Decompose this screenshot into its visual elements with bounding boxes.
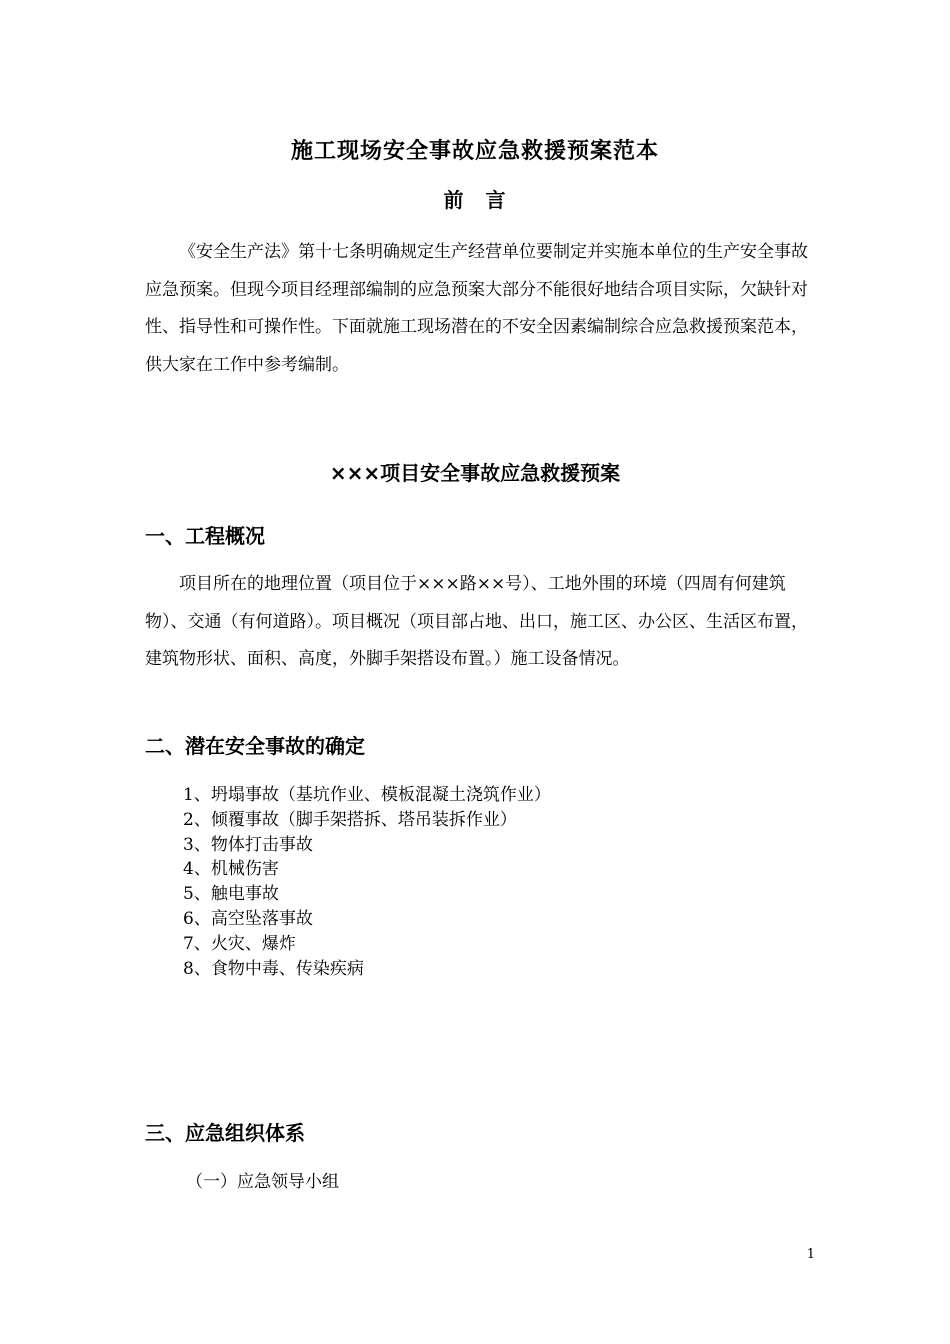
subsection-heading-leadership-group: （一）应急领导小组 — [186, 1172, 339, 1192]
list-item: 2、倾覆事故（脚手架搭拆、塔吊装拆作业） — [183, 809, 517, 830]
section-heading-emergency-organization: 三、应急组织体系 — [145, 1121, 305, 1145]
plan-title: ×××项目安全事故应急救援预案 — [329, 461, 621, 485]
hazard-list — [183, 783, 551, 981]
section-heading-potential-accidents: 二、潜在安全事故的确定 — [145, 734, 365, 758]
project-overview-paragraph: 项目所在的地理位置（项目位于×××路××号）、工地外围的环境（四周有何建筑物）、交通（有何道路）。项目概况（项目部占地、出口，施工区、办公区、生活区布置，建筑物形状、面积、高度，外脚手架搭设布置。）施工设备情况。 — [145, 574, 808, 669]
list-item: 4、机械伤害 — [183, 859, 279, 880]
section-heading-project-overview: 一、工程概况 — [145, 524, 265, 548]
document-title: 施工现场安全事故应急救援预案范本 — [290, 139, 659, 164]
list-item: 3、物体打击事故 — [183, 834, 313, 855]
preface-heading: 前 言 — [443, 188, 507, 212]
page-number: 1 — [806, 1247, 815, 1262]
preface-paragraph: 《安全生产法》第十七条明确规定生产经营单位要制定并实施本单位的生产安全事故应急预案。但现今项目经理部编制的应急预案大部分不能很好地结合项目实际，欠缺针对性、指导性和可操作性。下面就施工现场潜在的不安全因素编制综合应急救援预案范本，供大家在工作中参考编制。 — [145, 242, 808, 375]
list-item: 6、高空坠落事故 — [183, 908, 313, 929]
list-item: 7、火灾、爆炸 — [183, 933, 296, 954]
list-item: 1、坍塌事故（基坑作业、模板混凝土浇筑作业） — [183, 785, 551, 805]
list-item: 8、食物中毒、传染疾病 — [183, 958, 364, 979]
list-item: 5、触电事故 — [183, 884, 279, 905]
